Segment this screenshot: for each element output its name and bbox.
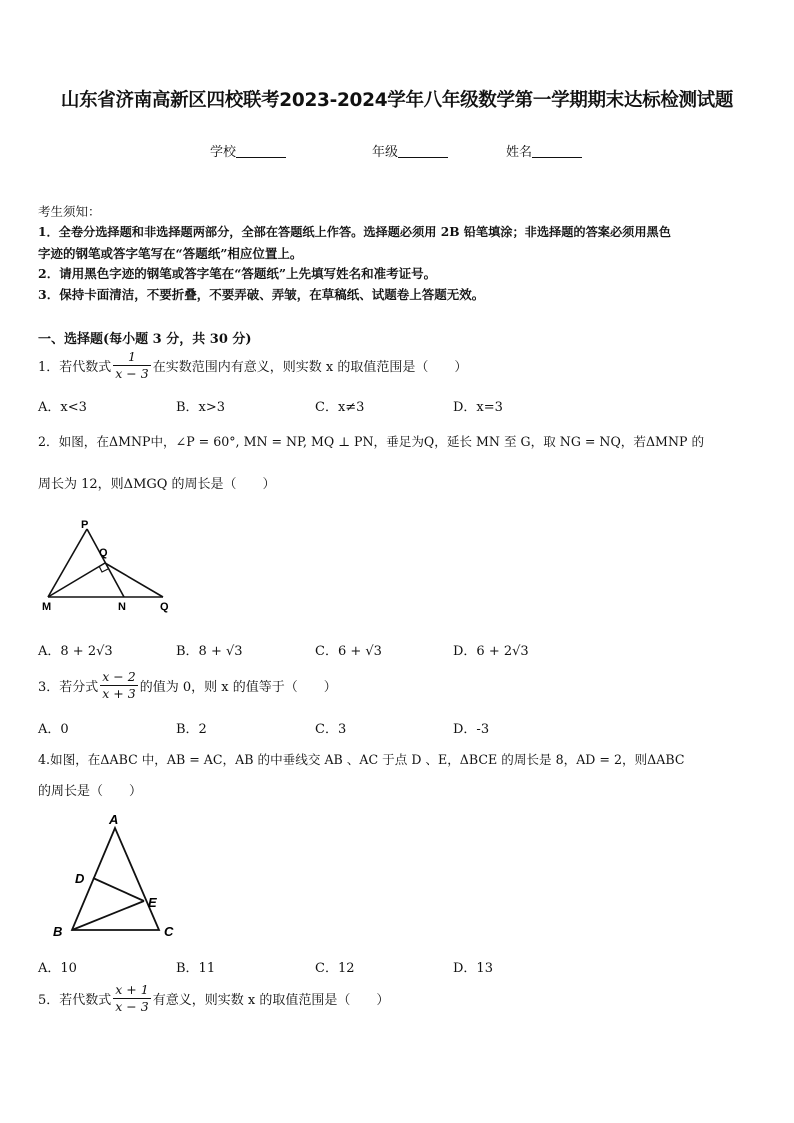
q4-line2: 的周长是（ ） [38, 784, 143, 799]
q1-option-d[interactable]: D．x=3 [453, 400, 503, 415]
grade-label: 年级 [372, 145, 399, 160]
label-b: B [53, 924, 63, 939]
q4-option-a[interactable]: A．10 [38, 961, 77, 976]
label-g: Q [160, 601, 169, 613]
q5-prefix: 5．若代数式 [38, 992, 112, 1008]
q4-option-b[interactable]: B．11 [176, 961, 216, 976]
q4-option-d[interactable]: D．13 [453, 961, 493, 976]
triangle-abc [72, 828, 159, 930]
notice-item3: 3．保持卡面清洁，不要折叠，不要弄破、弄皱，在草稿纸、试题卷上答题无效。 [38, 287, 485, 302]
q2-line1: 2．如图，在ΔMNP中，∠P = 60°, MN = NP, MQ ⊥ PN，垂足为Q，延长 MN 至 G，取 NG = NQ，若ΔMNP 的 [38, 434, 705, 449]
label-c: C [164, 924, 174, 939]
school-label: 学校 [210, 145, 237, 160]
label-d: D [75, 871, 85, 886]
q1-frac-num: 1 [128, 349, 136, 364]
page-title: 山东省济南高新区四校联考2023-2024学年八年级数学第一学期期末达标检测试题 [60, 90, 734, 111]
q2-option-c[interactable]: C．6 + √3 [315, 644, 382, 659]
section1-heading: 一、选择题(每小题 3 分，共 30 分) [38, 332, 252, 347]
question-1 [38, 349, 467, 381]
school-blank[interactable] [236, 145, 286, 158]
label-a: A [109, 812, 119, 827]
q3-frac-num: x − 2 [102, 669, 136, 684]
q2-option-b[interactable]: B．8 + √3 [176, 644, 243, 659]
name-blank[interactable] [532, 145, 582, 158]
label-m: M [42, 601, 52, 613]
q1-option-c[interactable]: C．x≠3 [315, 400, 365, 415]
q2-line2: 周长为 12，则ΔMGQ 的周长是（ ） [38, 477, 276, 492]
notice-item2: 2．请用黑色字迹的钢笔或答字笔在“答题纸”上先填写姓名和准考证号。 [38, 266, 437, 281]
label-q: Q [99, 547, 108, 559]
q3-frac-den: x + 3 [102, 685, 136, 701]
q3-prefix: 3．若分式 [38, 679, 99, 695]
q4-figure [48, 810, 188, 940]
q1-prefix: 1．若代数式 [38, 359, 112, 375]
q1-option-a[interactable]: A．x<3 [38, 400, 87, 415]
grade-field [372, 141, 448, 160]
q1-suffix: 在实数范围内有意义，则实数 x 的取值范围是（ ） [152, 359, 468, 375]
q2-option-a[interactable]: A．8 + 2√3 [38, 644, 113, 659]
q5-fraction [113, 982, 150, 1014]
q1-fraction [113, 349, 150, 381]
name-label: 姓名 [506, 145, 533, 160]
label-p: P [81, 519, 89, 531]
grade-blank[interactable] [398, 145, 448, 158]
label-e: E [148, 895, 157, 910]
school-field [210, 141, 286, 160]
line-mq [48, 563, 105, 597]
name-field [506, 141, 582, 160]
line-mp [48, 529, 87, 597]
q3-suffix: 的值为 0，则 x 的值等于（ ） [139, 679, 337, 695]
label-n: N [118, 601, 126, 613]
notice-item1-line2: 字迹的钢笔或答字笔写在“答题纸”相应位置上。 [38, 246, 303, 261]
right-angle-mark [99, 566, 108, 572]
q3-option-d[interactable]: D．-3 [453, 722, 490, 737]
line-de [93, 878, 144, 901]
line-qg [105, 563, 163, 597]
q1-option-b[interactable]: B．x>3 [176, 400, 226, 415]
q3-fraction [100, 669, 137, 701]
q3-option-a[interactable]: A．0 [38, 722, 69, 737]
notice-item1-line1: 1．全卷分选择题和非选择题两部分，全部在答题纸上作答。选择题必须用 2B 铅笔填涂；非选择题的答案必须用黑色 [38, 225, 671, 239]
notice-heading: 考生须知： [38, 204, 101, 219]
q4-line1: 4.如图，在ΔABC 中，AB = AC，AB 的中垂线交 AB 、AC 于点 D 、E，ΔBCE 的周长是 8，AD = 2，则ΔABC [38, 752, 685, 767]
question-5 [38, 982, 389, 1014]
question-3 [38, 669, 337, 701]
q1-frac-den: x − 3 [115, 365, 149, 381]
q5-frac-den: x − 3 [115, 998, 149, 1014]
q2-figure [38, 518, 178, 613]
q5-frac-num: x + 1 [115, 982, 149, 997]
q4-option-c[interactable]: C．12 [315, 961, 355, 976]
q5-suffix: 有意义，则实数 x 的取值范围是（ ） [152, 992, 390, 1008]
q2-option-d[interactable]: D．6 + 2√3 [453, 644, 529, 659]
q3-option-b[interactable]: B．2 [176, 722, 207, 737]
q3-option-c[interactable]: C．3 [315, 722, 347, 737]
